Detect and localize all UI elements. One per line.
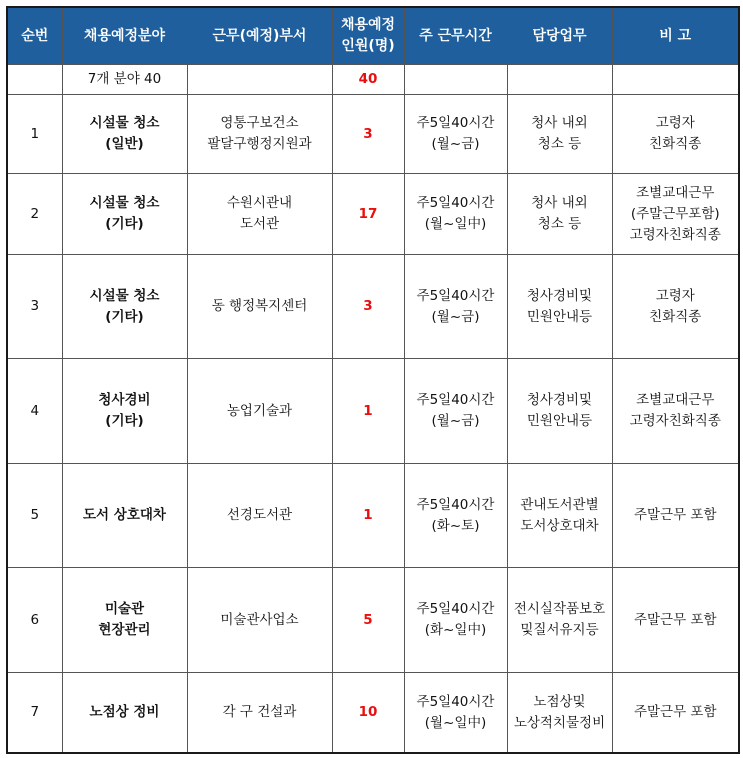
header-field: 채용예정분야 <box>62 7 187 65</box>
recruitment-table <box>6 6 740 754</box>
row-note: 고령자 친화직종 <box>612 255 739 359</box>
row-field: 청사경비 (기타) <box>62 359 187 464</box>
row-seq: 2 <box>7 174 62 255</box>
header-row <box>7 7 739 65</box>
summary-dept <box>187 65 332 95</box>
row-duty: 노점상및 노상적치물정비 <box>507 673 612 754</box>
summary-duty <box>507 65 612 95</box>
header-seq: 순번 <box>7 7 62 65</box>
row-seq: 5 <box>7 464 62 568</box>
summary-count: 40 <box>332 65 404 95</box>
row-seq: 6 <box>7 568 62 673</box>
row-hours: 주5일40시간 (화~토) <box>404 464 507 568</box>
row-seq: 1 <box>7 95 62 174</box>
table-row <box>7 359 739 464</box>
summary-note <box>612 65 739 95</box>
row-note: 고령자 친화직종 <box>612 95 739 174</box>
row-dept: 영통구보건소 팔달구행정지원과 <box>187 95 332 174</box>
row-count: 3 <box>332 255 404 359</box>
row-count: 1 <box>332 464 404 568</box>
row-note: 조별교대근무 (주말근무포함) 고령자친화직종 <box>612 174 739 255</box>
row-note: 주말근무 포함 <box>612 673 739 754</box>
row-dept: 각 구 건설과 <box>187 673 332 754</box>
row-dept: 수원시관내 도서관 <box>187 174 332 255</box>
row-hours: 주5일40시간 (월~금) <box>404 359 507 464</box>
row-count: 3 <box>332 95 404 174</box>
row-field: 도서 상호대차 <box>62 464 187 568</box>
table-row <box>7 568 739 673</box>
row-field: 노점상 정비 <box>62 673 187 754</box>
row-hours: 주5일40시간 (월~일中) <box>404 174 507 255</box>
row-field: 시설물 청소 (일반) <box>62 95 187 174</box>
row-count: 5 <box>332 568 404 673</box>
row-hours: 주5일40시간 (월~일中) <box>404 673 507 754</box>
row-duty: 전시실작품보호 및질서유지등 <box>507 568 612 673</box>
row-dept: 선경도서관 <box>187 464 332 568</box>
row-count: 1 <box>332 359 404 464</box>
row-note: 주말근무 포함 <box>612 464 739 568</box>
row-field: 시설물 청소 (기타) <box>62 174 187 255</box>
header-count: 채용예정 인원(명) <box>332 7 404 65</box>
row-seq: 3 <box>7 255 62 359</box>
header-dept: 근무(예정)부서 <box>187 7 332 65</box>
summary-hours <box>404 65 507 95</box>
row-dept: 미술관사업소 <box>187 568 332 673</box>
row-field: 미술관 현장관리 <box>62 568 187 673</box>
row-duty: 청사 내외 청소 등 <box>507 95 612 174</box>
row-dept: 동 행정복지센터 <box>187 255 332 359</box>
header-note: 비 고 <box>612 7 739 65</box>
row-seq: 4 <box>7 359 62 464</box>
row-dept: 농업기술과 <box>187 359 332 464</box>
row-hours: 주5일40시간 (월~금) <box>404 95 507 174</box>
row-hours: 주5일40시간 (월~금) <box>404 255 507 359</box>
table-row <box>7 174 739 255</box>
row-duty: 청사경비및 민원안내등 <box>507 255 612 359</box>
row-duty: 관내도서관별 도서상호대차 <box>507 464 612 568</box>
row-count: 10 <box>332 673 404 754</box>
row-seq: 7 <box>7 673 62 754</box>
header-duty: 담당업무 <box>507 7 612 65</box>
header-hours: 주 근무시간 <box>404 7 507 65</box>
row-hours: 주5일40시간 (화~일中) <box>404 568 507 673</box>
row-count: 17 <box>332 174 404 255</box>
row-field: 시설물 청소 (기타) <box>62 255 187 359</box>
summary-seq <box>7 65 62 95</box>
table-row <box>7 255 739 359</box>
row-note: 주말근무 포함 <box>612 568 739 673</box>
table-row <box>7 95 739 174</box>
summary-row <box>7 65 739 95</box>
table-row <box>7 464 739 568</box>
row-duty: 청사경비및 민원안내등 <box>507 359 612 464</box>
summary-field: 7개 분야 40 <box>62 65 187 95</box>
table-row <box>7 673 739 754</box>
row-note: 조별교대근무 고령자친화직종 <box>612 359 739 464</box>
row-duty: 청사 내외 청소 등 <box>507 174 612 255</box>
